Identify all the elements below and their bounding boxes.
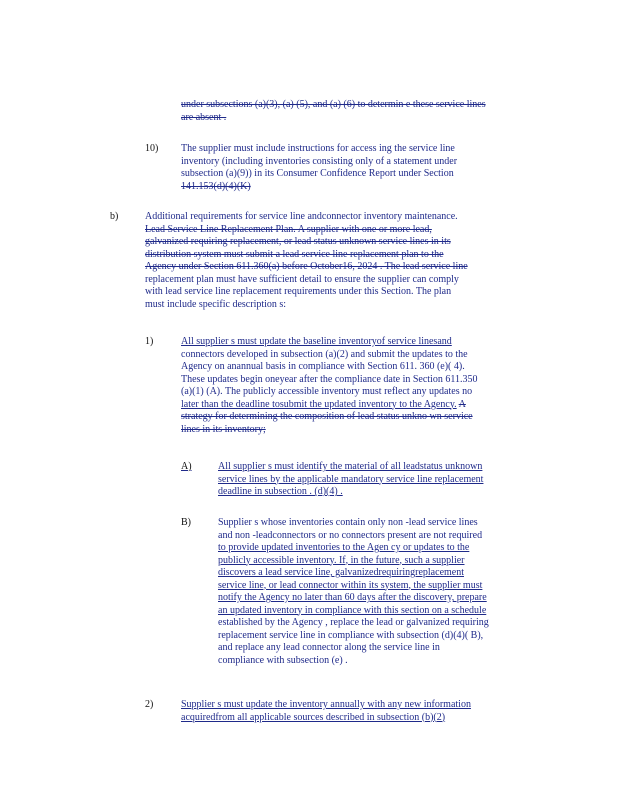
struck-text-line: Agency under Section 611.360(a) before October16, 2024 . The lead service line xyxy=(145,261,468,272)
underlined-text-line: notify the Agency no later than 60 days after the discovery, prepare xyxy=(218,592,487,603)
underlined-text: later than the deadline tosubmit the updated inventory to the Agency. xyxy=(181,398,457,410)
item-B-label: B) xyxy=(181,517,191,528)
struck-text-line: distribution system must submit a lead service line replacement plan to the xyxy=(145,248,444,260)
text-line: Additional requirements for service line andconnector inventory maintenance. xyxy=(145,211,458,222)
underlined-text-line: All supplier s must update the baseline inventoryof service linesand xyxy=(181,336,452,347)
item-A-paragraph xyxy=(218,461,483,499)
item-2-paragraph xyxy=(181,699,471,724)
text-line: and replace any lead connector along the service line in xyxy=(218,642,440,653)
underlined-text-line: service lines by the applicable mandatory service line replacement xyxy=(218,473,484,485)
item-B-paragraph xyxy=(218,517,489,667)
item-A-label: A) xyxy=(181,461,192,472)
struck-text-line: are absent . xyxy=(181,111,227,123)
struck-text: A xyxy=(458,398,466,410)
underlined-text-line: an updated inventory in compliance with this section on a schedule xyxy=(218,604,487,616)
underlined-text-line: deadline in subsection . (d)(4) . xyxy=(218,486,343,497)
text-line: Supplier s whose inventories contain only non -lead service lines xyxy=(218,517,478,528)
text-line: These updates begin oneyear after the compliance date in Section 611.350 xyxy=(181,373,478,385)
text-line: replacement plan must have sufficient detail to ensure the supplier can comply xyxy=(145,273,459,285)
underlined-text-line: to provide updated inventories to the Agen cy or updates to the xyxy=(218,542,470,553)
text-line: and non -leadconnectors or no connectors present are not required xyxy=(218,529,483,541)
text-line: The supplier must include instructions for access ing the service line xyxy=(181,143,455,154)
struck-text-line: 141.153(d)(4)(K) xyxy=(181,180,251,192)
struck-text-line: galvanized requiring replacement, or lead status unknown service lines in its xyxy=(145,236,451,247)
struck-text-line: lines in its inventory; xyxy=(181,423,266,435)
text-line: subsection (a)(9)) in its Consumer Confidence Report under Section xyxy=(181,168,454,179)
continuation-paragraph xyxy=(181,99,486,124)
text-line: (a)(1) (A). The publicly accessible inventory must reflect any updates no xyxy=(181,386,473,397)
struck-text-line: Lead Service Line Replacement Plan. A supplier with one or more lead, xyxy=(145,223,432,235)
underlined-text-line: publicly accessible inventory. If, in the future, such a supplier xyxy=(218,554,465,566)
item-1-paragraph xyxy=(181,336,477,436)
item-b-paragraph xyxy=(145,211,468,311)
item-1-label: 1) xyxy=(145,336,154,347)
underlined-text-line: acquiredfrom all applicable sources described in subsection (b)(2) xyxy=(181,711,446,723)
text-line: compliance with subsection (e) . xyxy=(218,654,348,666)
underlined-text-line: service line, or lead connector within its system, the supplier must xyxy=(218,579,483,591)
text-line: established by the Agency , replace the lead or galvanized requiring xyxy=(218,617,489,628)
struck-text-line: under subsections (a)(3), (a) (5), and (a) (6) to determin e these service lines xyxy=(181,99,486,110)
text-line: must include specific description s: xyxy=(145,298,287,310)
struck-text-line: strategy for determining the composition of lead status unkno wn service xyxy=(181,411,473,422)
text-line: Agency on anannual basis in compliance with Section 611. 360 (e)( 4). xyxy=(181,361,465,372)
item-b-label: b) xyxy=(110,211,119,222)
text-line: inventory (including inventories consisting only of a statement under xyxy=(181,155,458,167)
mixed-text-line xyxy=(181,399,477,412)
text-line: connectors developed in subsection (a)(2) and submit the updates to the xyxy=(181,348,468,360)
underlined-text-line: discovers a lead service line, galvanizedrequiringreplacement xyxy=(218,567,464,578)
text-line: with lead service line replacement requirements under this Section. The plan xyxy=(145,286,452,297)
item-2-label: 2) xyxy=(145,699,154,710)
underlined-text-line: All supplier s must identify the material of all leadstatus unknown xyxy=(218,461,483,472)
underlined-text-line: Supplier s must update the inventory annually with any new information xyxy=(181,699,471,710)
item-10-paragraph xyxy=(181,143,457,193)
text-line: replacement service line in compliance with subsection (d)(4)( B), xyxy=(218,629,484,641)
item-10-label: 10) xyxy=(145,143,159,154)
